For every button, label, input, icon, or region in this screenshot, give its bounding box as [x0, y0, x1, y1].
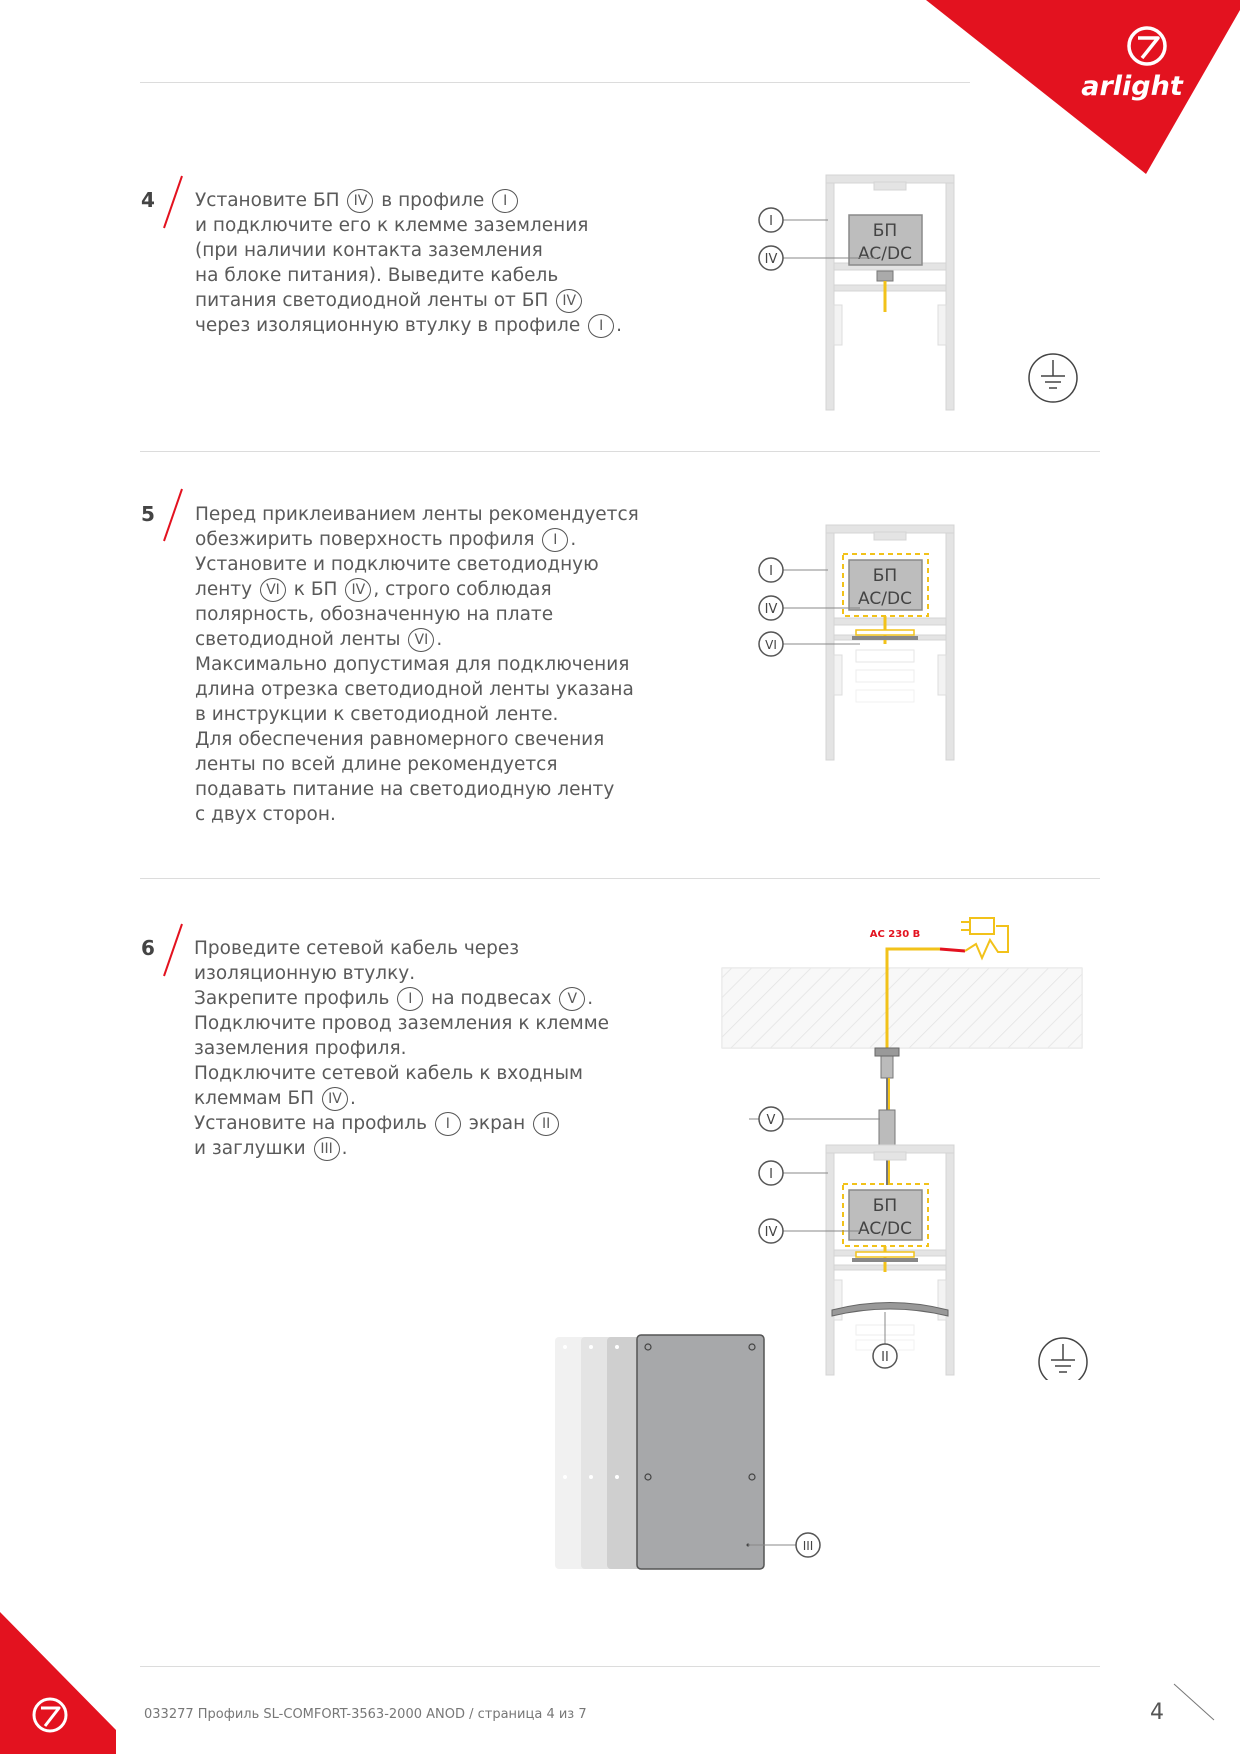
- diagram-step-4: [740, 160, 1100, 420]
- callout-IV: IV: [764, 252, 778, 267]
- part-reference-badge: III: [314, 1137, 340, 1161]
- text-segment: обезжирить поверхность профиля: [195, 529, 541, 550]
- footer-document-info: 033277 Профиль SL-COMFORT-3563-2000 ANOD / страница 4 из 7: [144, 1707, 587, 1722]
- psu-label-1: БП: [872, 221, 898, 241]
- diffuser-screen: [832, 1303, 948, 1317]
- callout-I: I: [769, 564, 773, 579]
- page-number-slash-icon: [1170, 1680, 1220, 1725]
- callout-I: I: [769, 1167, 773, 1182]
- text-segment: в инструкции к светодиодной ленте.: [195, 704, 559, 725]
- divider-step-5-6: [140, 878, 1100, 879]
- step-4-slash-icon: [160, 174, 186, 230]
- part-reference-badge: I: [542, 528, 568, 552]
- text-segment: на блоке питания). Выведите кабель: [195, 265, 559, 286]
- plug-icon: [961, 918, 1008, 958]
- psu-label-2: AC/DC: [858, 244, 912, 264]
- text-segment: Установите БП: [195, 190, 346, 211]
- text-segment: Проведите сетевой кабель через: [194, 938, 520, 959]
- divider-step-4-5: [140, 451, 1100, 452]
- text-segment: подавать питание на светодиодную ленту: [195, 779, 615, 800]
- text-line: [195, 238, 622, 263]
- step-5-slash-icon: [160, 487, 186, 543]
- text-line: [195, 213, 622, 238]
- text-segment: ленты по всей длине рекомендуется: [195, 754, 558, 775]
- text-line: [195, 263, 622, 288]
- ac-voltage-label: AC 230 В: [869, 929, 921, 940]
- step-5-number: 5: [141, 502, 155, 526]
- step-6-number: 6: [141, 936, 155, 960]
- callout-VI: VI: [765, 638, 777, 652]
- text-line: [195, 802, 639, 827]
- callout-IV: IV: [764, 602, 778, 617]
- text-segment: полярность, обозначенную на плате: [195, 604, 554, 625]
- text-segment: на подвесах: [425, 988, 558, 1009]
- text-line: [194, 1036, 609, 1061]
- text-line: [194, 1136, 609, 1161]
- text-line: [195, 577, 639, 602]
- part-reference-badge: V: [559, 987, 585, 1011]
- text-segment: к БП: [287, 579, 344, 600]
- part-reference-badge: I: [397, 987, 423, 1011]
- text-line: [195, 502, 639, 527]
- text-segment: , строго соблюдая: [373, 579, 552, 600]
- text-segment: .: [616, 315, 623, 336]
- text-segment: питания светодиодной ленты от БП: [195, 290, 555, 311]
- text-segment: .: [341, 1138, 348, 1159]
- text-segment: Подключите сетевой кабель к входным: [194, 1063, 584, 1084]
- text-segment: светодиодной ленты: [195, 629, 407, 650]
- step-4-number: 4: [141, 188, 155, 212]
- step-5-text: [195, 502, 639, 827]
- brand-corner-bottom: [0, 1600, 120, 1754]
- text-line: [195, 702, 639, 727]
- ground-symbol-icon: [1029, 354, 1077, 402]
- text-segment: длина отрезка светодиодной ленты указана: [195, 679, 634, 700]
- text-line: [195, 552, 639, 577]
- divider-footer: [140, 1666, 1100, 1667]
- part-reference-badge: VI: [408, 628, 434, 652]
- part-reference-badge: IV: [345, 578, 371, 602]
- divider-top: [140, 82, 970, 83]
- callout-II: II: [881, 1350, 889, 1365]
- text-segment: .: [349, 1088, 356, 1109]
- ground-symbol-icon: [1039, 1338, 1087, 1380]
- page-number: 4: [1150, 1700, 1164, 1725]
- text-segment: .: [570, 529, 577, 550]
- part-reference-badge: I: [588, 314, 614, 338]
- text-line: [195, 652, 639, 677]
- psu-label-2: AC/DC: [858, 1219, 912, 1239]
- text-line: [194, 961, 609, 986]
- text-line: [194, 1086, 609, 1111]
- text-segment: ленту: [195, 579, 258, 600]
- text-line: [195, 313, 622, 338]
- text-line: [195, 602, 639, 627]
- text-segment: в профиле: [375, 190, 491, 211]
- part-reference-badge: IV: [347, 189, 373, 213]
- text-segment: изоляционную втулку.: [194, 963, 416, 984]
- step-6-slash-icon: [160, 922, 186, 978]
- part-reference-badge: II: [533, 1112, 559, 1136]
- text-line: [194, 1111, 609, 1136]
- arlight-logo-text: arlight: [1081, 71, 1183, 102]
- brand-corner: [920, 0, 1240, 180]
- text-segment: заземления профиля.: [194, 1038, 407, 1059]
- text-segment: и подключите его к клемме заземления: [195, 215, 589, 236]
- part-reference-badge: IV: [322, 1087, 348, 1111]
- text-line: [195, 288, 622, 313]
- text-line: [194, 936, 609, 961]
- part-reference-badge: I: [492, 189, 518, 213]
- text-segment: Перед приклеиванием ленты рекомендуется: [195, 504, 639, 525]
- diagram-step-5: [740, 510, 1100, 770]
- text-segment: Установите и подключите светодиодную: [195, 554, 599, 575]
- psu-label-1: БП: [872, 1196, 898, 1216]
- step-6-text: [194, 936, 609, 1161]
- text-segment: Для обеспечения равномерного свечения: [195, 729, 605, 750]
- part-reference-badge: IV: [556, 289, 582, 313]
- text-line: [195, 677, 639, 702]
- text-line: [194, 1061, 609, 1086]
- step-4-text: [195, 188, 622, 338]
- text-segment: экран: [462, 1113, 532, 1134]
- text-line: [195, 727, 639, 752]
- text-line: [194, 986, 609, 1011]
- text-segment: .: [436, 629, 443, 650]
- text-line: [195, 188, 622, 213]
- part-reference-badge: I: [435, 1112, 461, 1136]
- callout-III: III: [802, 1539, 814, 1553]
- text-segment: и заглушки: [194, 1138, 312, 1159]
- callout-I: I: [769, 214, 773, 229]
- text-segment: Подключите провод заземления к клемме: [194, 1013, 610, 1034]
- text-line: [194, 1011, 609, 1036]
- callout-V: V: [766, 1113, 776, 1128]
- text-segment: клеммам БП: [194, 1088, 320, 1109]
- text-line: [195, 752, 639, 777]
- text-segment: Максимально допустимая для подключения: [195, 654, 630, 675]
- text-line: [195, 627, 639, 652]
- callout-IV: IV: [764, 1225, 778, 1240]
- text-segment: через изоляционную втулку в профиле: [195, 315, 587, 336]
- end-cap: [637, 1335, 764, 1569]
- text-segment: с двух сторон.: [195, 804, 336, 825]
- text-line: [195, 777, 639, 802]
- text-segment: (при наличии контакта заземления: [195, 240, 543, 261]
- text-line: [195, 527, 639, 552]
- diagram-end-caps: [545, 1325, 845, 1575]
- text-segment: Закрепите профиль: [194, 988, 396, 1009]
- text-segment: .: [587, 988, 594, 1009]
- psu-label-1: БП: [872, 566, 898, 586]
- part-reference-badge: VI: [260, 578, 286, 602]
- diagram-step-6: [720, 900, 1100, 1380]
- psu-label-2: AC/DC: [858, 589, 912, 609]
- text-segment: Установите на профиль: [194, 1113, 433, 1134]
